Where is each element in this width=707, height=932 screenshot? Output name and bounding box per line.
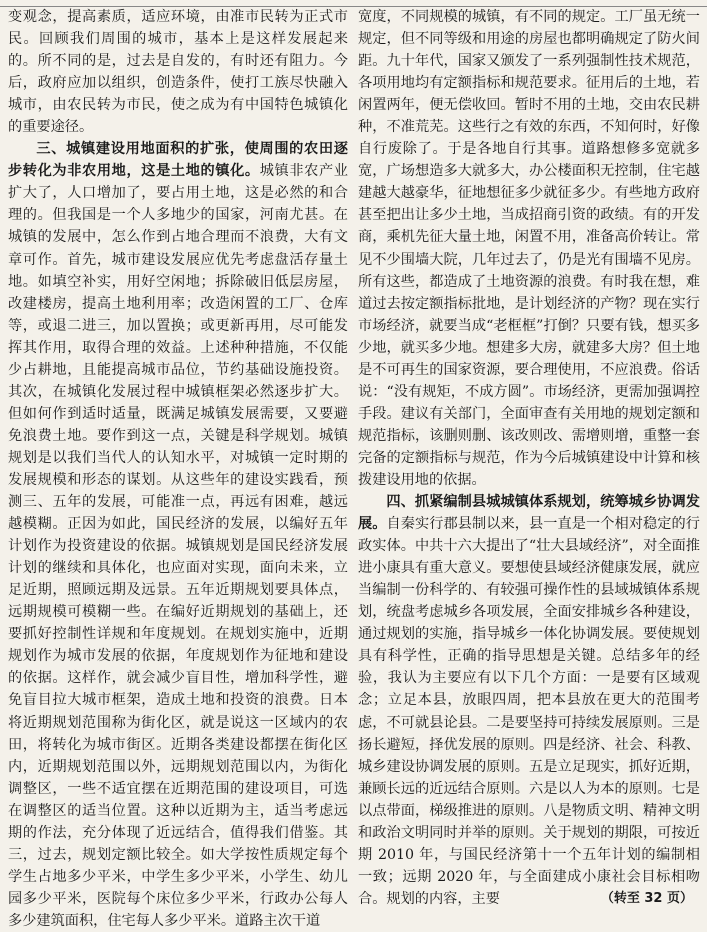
paragraph-urbanization-migrants: 变观念，提高素质，适应环境，由准市民转为正式市民。回顾我们周围的城市，基本上是这样发展起来的。所不同的是，过去是自发的，有时还有阻力。今后，政府应加以组织，创造条件，使打工族尽快融入城市，由农民转为市民，使之成为有中国特色城镇化的重要途径。 bbox=[8, 9, 348, 136]
section-4-body: 自秦实行郡县制以来，县一直是一个相对稳定的行政实体。中共十六大提出了“壮大县域经济”，对全面推进小康具有重大意义。要想使县域经济健康发展，就应当编制一份科学的、有较强可操作性的县域城镇体系规划，统盘考虑城乡各项发展，全面安排城乡各种建设，通过规划的实施，指导城乡一体化协调发展。要使规划具有科学性，正确的指导思想是关键。总结多年的经验，我认为主要应有以下几个方面：一是要有区域观念；立足本县，放眼四周，把本县放在更大的范围考虑，不可就县论县。二是要坚持可持续发展原则。三是扬长避短，择优发展的原则。四是经济、社会、科教、城乡建设协调发展的原则。五是立足现实，抓好近期，兼顾长远的近远结合原则。六是以人为本的原则。七是以点带面，梯级推进的原则。八是物质文明、精神文明和政治文明同时并举的原则。关于规划的期限，可按近期 2010 年，与国民经济第十一个五年计划的编制相一致；远期 2020 年，与全面建成小康社会目标相吻合。规划的内容，主要 bbox=[358, 516, 700, 907]
continued-page-note: （转至 32 页） bbox=[600, 891, 693, 906]
section-3-heading: 三、城镇建设用地面积的扩张，使周围的农田逐步转化为非农用地，这是土地的镇化。 bbox=[8, 141, 348, 180]
section-3-body: 城镇非农产业扩大了，人口增加了，要占用土地，这是必然的和合理的。但我国是一个人多地少的国家，河南尤甚。在城镇的发展中，怎么作到占地合理而不浪费，大有文章可作。首先，城市建设发展应优先考虑盘活存量土地。如填空补实，用好空闲地；拆除破旧低层房屋，改建楼房，提高土地利用率；改造闲置的工厂、仓库等，或退二进三，加以置换；或更新再用，尽可能发挥其作用，取得合理的效益。上述种种措施，不仅能少占耕地，且能提高城市品位，节约基础设施投资。其次，在城镇化发展过程中城镇框架必然逐步扩大。但如何作到适时适量，既满足城镇发展需要，又要避免浪费土地。要作到这一点，关键是科学规划。城镇规划是以我们当代人的认知水平，对城镇一定时期的发展规模和形态的谋划。从这些年的建设实践看，预测三、五年的发展，可能准一点，再远有困难，越远越模糊。正因为如此，国民经济的发展，以编好五年计划作为投资建设的依据。城镇规划是国民经济发展计划的继续和具体化，也应面对实现，面向未来，立足近期，照顾远期及远景。五年近期规划要具体点，远期规模可模糊一些。在编好近期规划的基础上，还要抓好控制性详规和年度规划。在规划实施中，近期规划作为城市发展的依据，年度规划作为征地和建设的依据。这样作，就会减少盲目性，增加科学性，避免盲目拉大城市框架，造成土地和投资的浪费。日本将近期规划范围称为街化区，就是说这一区域内的农田，将转化为城市街区。近期各类建设都摆在街化区内，近期规划范围以外，远期规划范围以内，为街化调整区，一些不适宜摆在近期范围的建设项目，可选在调整区的适当位置。这种以近期为主，适当考虑远期的作法，充分体现了近远结合，值得我们借鉴。其三，过去，规划定额比较全。如大学按性质规定每个学生占地多少平米，中学生多少平米，小学生、幼儿园多少平米，医院每个床位多少平米，行政办公每人多少建筑面积，住宅每人多少平米。道路主次干道 bbox=[8, 163, 348, 929]
section-4-heading: 四、抓紧编制县城城镇体系规划，统筹城乡协调发展。 bbox=[358, 494, 700, 533]
paragraph-land-quota: 宽度，不同规模的城镇，有不同的规定。工厂虽无统一规定，但不同等级和用途的房屋也都明确规定了防火间距。九十年代，国家又颁发了一系列强制性技术规范，各项用地均有定额指标和规范要求。征用后的土地，若闲置两年，便无偿收回。暂时不用的土地，交由农民耕种，不准荒芜。这些行之有效的东西，不知何时，好像自行废除了。于是各地自行其事。道路想修多宽就多宽，广场想造多大就多大，办公楼面积无控制，住宅越建越大越豪华，征地想征多少就征多少。有些地方政府甚至把出让多少土地，当成招商引资的政绩。有的开发商，乘机先征大量土地，闲置不用，准备高价转让。常见不少围墙大院，几年过去了，仍是光有围墙不见房。所有这些，都造成了土地资源的浪费。有时我在想，难道过去按定额指标批地，是计划经济的产物？现在实行市场经济，就要当成“老框框”打倒？只要有钱，想买多少地，就买多少地。想建多大房，就建多大房？但土地是不可再生的国家资源，要合理使用，不应浪费。俗话说：“没有规矩，不成方圆”。市场经济，更需加强调控手段。建议有关部门，全面审查有关用地的规划定额和规范指标，该删则删、该改则改、需增则增，重整一套完备的定额指标与规范，作为今后城镇建设中计算和核拨建设用地的依据。 bbox=[358, 9, 700, 488]
left-column bbox=[8, 6, 348, 929]
section-4-paragraph bbox=[358, 491, 700, 910]
section-3-paragraph bbox=[8, 138, 348, 932]
